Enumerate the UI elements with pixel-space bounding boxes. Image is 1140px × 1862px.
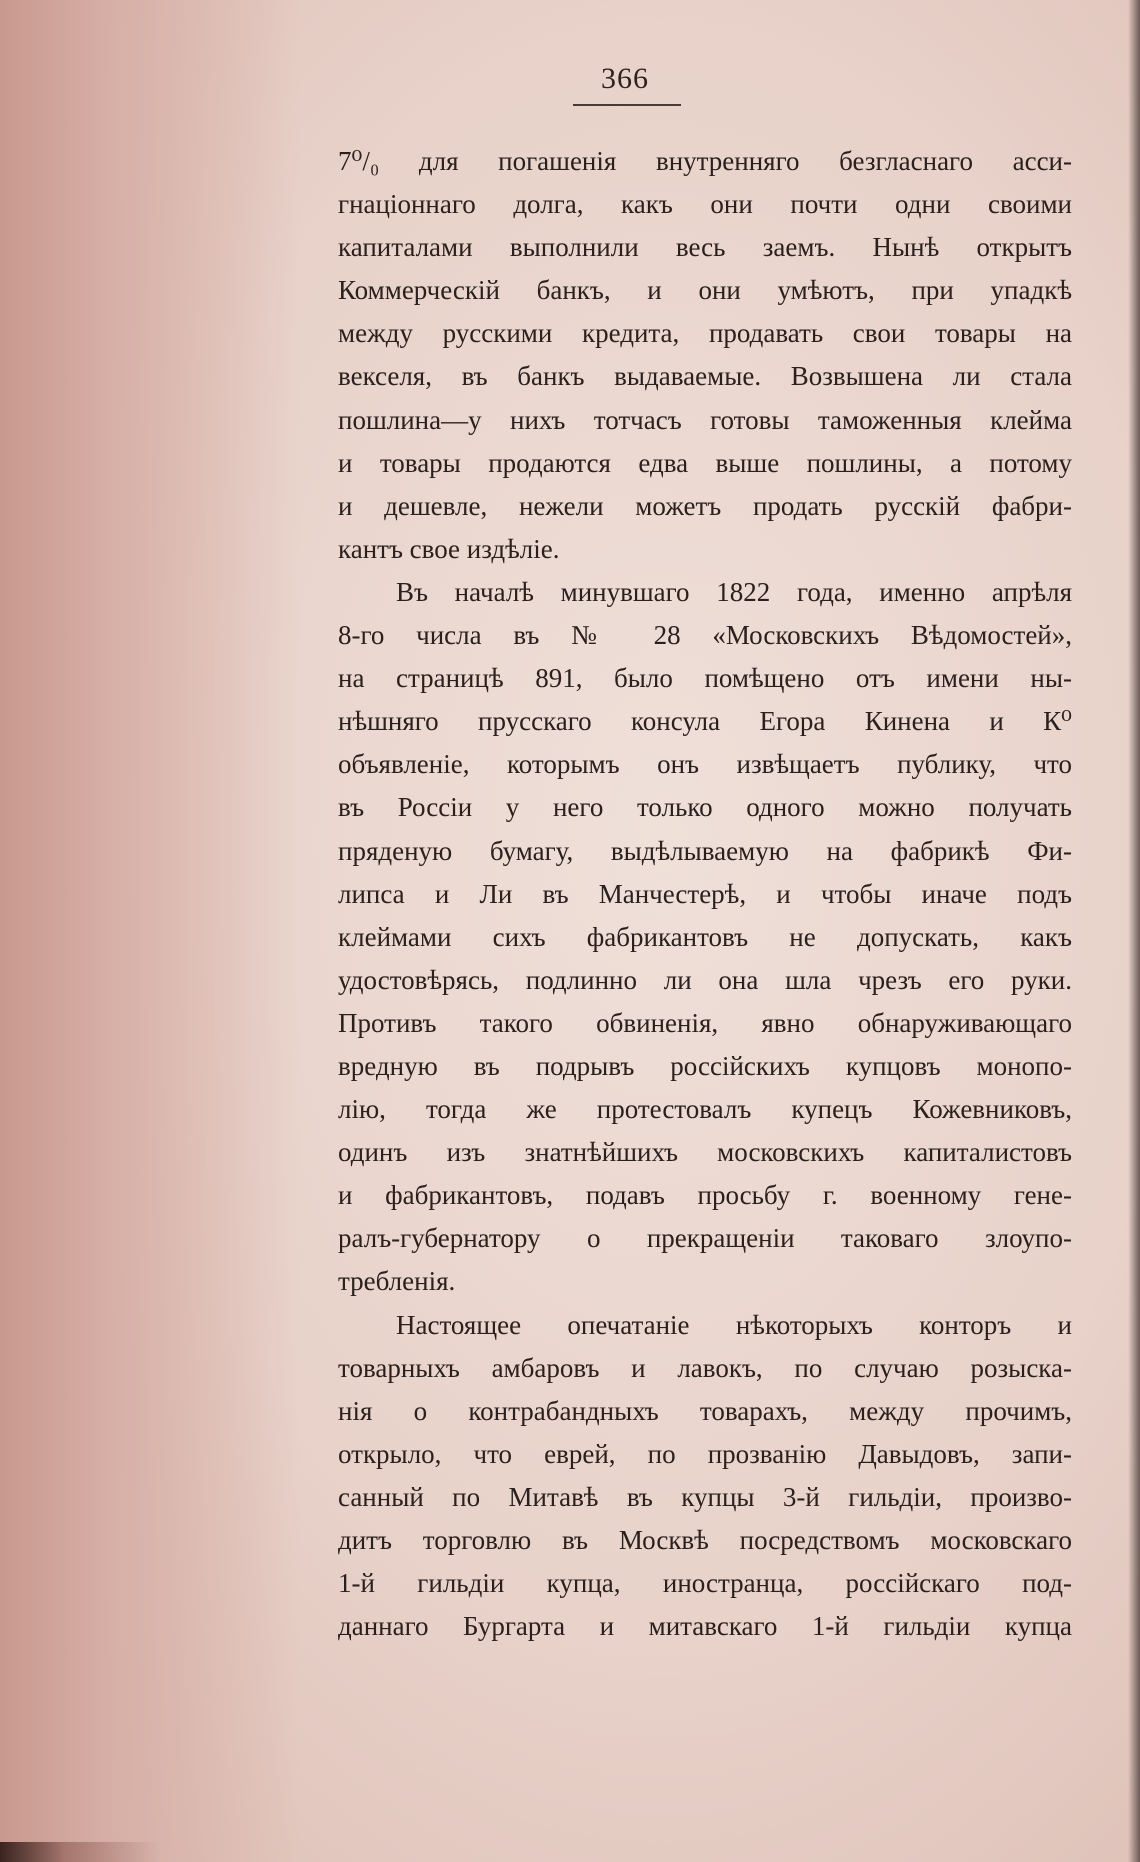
text-line: открыло, что еврей, по прозванію Давыдовъ, запи- (338, 1438, 1072, 1469)
page-edge-shadow (1128, 0, 1140, 1862)
text-line: даннаго Бургарта и митавскаго 1-й гильдіи купца (338, 1611, 1072, 1642)
text-line: гнаціоннаго долга, какъ они почти одни своими (338, 189, 1072, 220)
text-line: лію, тогда же протестовалъ купецъ Кожевниковъ, (338, 1094, 1072, 1125)
text-line: Настоящее опечатаніе нѣкоторыхъ конторъ и (396, 1309, 1072, 1340)
text-line: клеймами сихъ фабрикантовъ не допускать, какъ (338, 921, 1072, 952)
text-line: объявленіе, которымъ онъ извѣщаетъ публику, что (338, 749, 1072, 780)
text-line: вредную въ подрывъ россійскихъ купцовъ монопо- (338, 1050, 1072, 1081)
text-line: Коммерческій банкъ, и они умѣютъ, при упадкѣ (338, 275, 1072, 306)
text-line: векселя, въ банкъ выдаваемые. Возвышена ли стала (338, 361, 1072, 392)
text-line: Въ началѣ минувшаго 1822 года, именно апрѣля (396, 576, 1072, 607)
text-line: между русскими кредита, продавать свои товары на (338, 318, 1072, 349)
text-line: одинъ изъ знатнѣйшихъ московскихъ капиталистовъ (338, 1137, 1072, 1168)
body-text (338, 140, 1072, 1648)
binding-shadow (0, 0, 300, 1862)
page-number: 366 (601, 62, 649, 95)
text-line: 1-й гильдіи купца, иностранца, россійскаго под- (338, 1568, 1072, 1599)
text-line: на страницѣ 891, было помѣщено отъ имени ны- (338, 663, 1072, 694)
text-line: капиталами выполнили весь заемъ. Нынѣ открытъ (338, 232, 1072, 263)
text-line: дитъ торговлю въ Москвѣ посредствомъ московскаго (338, 1525, 1072, 1555)
text-line: липса и Ли въ Манчестерѣ, и чтобы иначе подъ (338, 878, 1072, 909)
text-line: и товары продаются едва выше пошлины, а потому (338, 447, 1072, 478)
text-line: товарныхъ амбаровъ и лавокъ, по случаю розыска- (338, 1352, 1072, 1383)
text-line: нія о контрабандныхъ товарахъ, между прочимъ, (338, 1395, 1072, 1426)
text-line: Противъ такого обвиненія, явно обнаруживающаго (338, 1007, 1072, 1038)
text-line: удостовѣрясь, подлинно ли она шла чрезъ его руки. (338, 964, 1072, 995)
text-line: 7⁰/₀ для погашенія внутренняго безгласнаго асси- (338, 146, 1072, 176)
text-line: и дешевле, нежели можетъ продать русскій фабри- (338, 490, 1072, 521)
corner-smudge (0, 1842, 160, 1862)
page-number-rule (573, 104, 681, 106)
text-line: пряденую бумагу, выдѣлываемую на фабрикѣ Фи- (338, 835, 1072, 866)
text-line: кантъ свое издѣліе. (338, 533, 560, 564)
text-line: ралъ-губернатору о прекращеніи таковаго злоупо- (338, 1223, 1072, 1254)
text-line: и фабрикантовъ, подавъ просьбу г. военному гене- (338, 1180, 1072, 1211)
text-line: 8-го числа въ № 28 «Московскихъ Вѣдомостей», (338, 620, 1072, 651)
text-line: санный по Митавѣ въ купцы 3-й гильдіи, произво- (338, 1481, 1072, 1512)
text-line: пошлина—у нихъ тотчасъ готовы таможенныя клейма (338, 404, 1072, 435)
text-line: требленія. (338, 1266, 456, 1297)
text-line: въ Россіи у него только одного можно получать (338, 792, 1072, 823)
text-line: нѣшняго прусскаго консула Егора Кинена и К⁰ (338, 706, 1072, 737)
